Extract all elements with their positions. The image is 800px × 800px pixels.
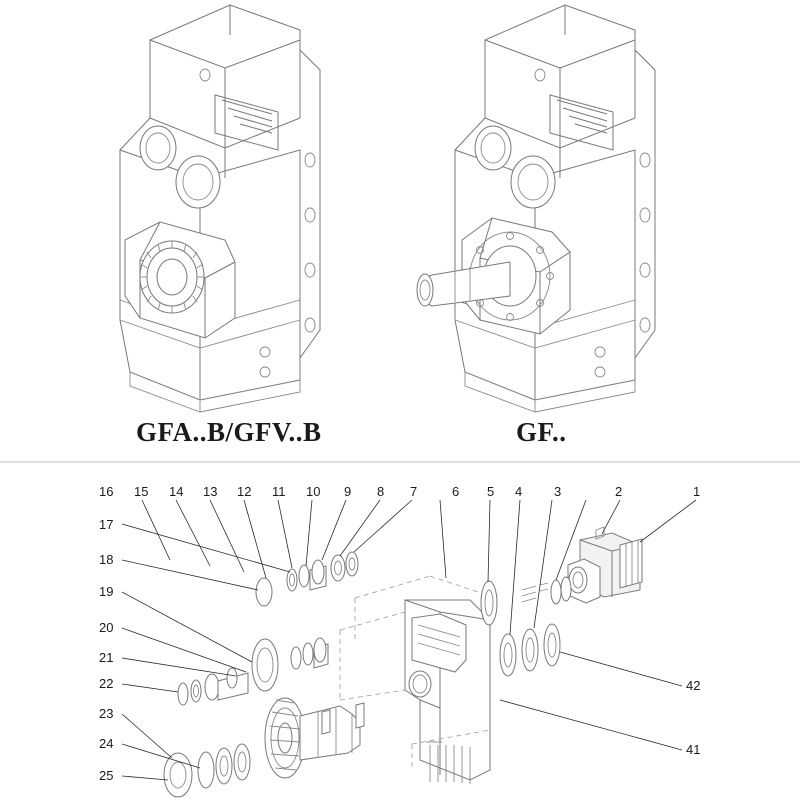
callout-1: 1 <box>693 484 701 499</box>
exploded-assembly-drawing <box>122 500 696 797</box>
callout-21: 21 <box>99 650 114 665</box>
callout-3: 3 <box>554 484 562 499</box>
gear-unit-view-right <box>417 5 655 412</box>
callout-18: 18 <box>99 552 114 567</box>
caption-right-view: GF.. <box>516 417 567 447</box>
callout-13: 13 <box>203 484 218 499</box>
callout-11: 11 <box>272 484 286 499</box>
callout-24: 24 <box>99 736 114 751</box>
callout-20: 20 <box>99 620 114 635</box>
callout-6: 6 <box>452 484 460 499</box>
callout-2: 2 <box>615 484 623 499</box>
callout-7: 7 <box>410 484 418 499</box>
callout-19: 19 <box>99 584 114 599</box>
caption-left-view: GFA..B/GFV..B <box>136 417 322 447</box>
callout-42: 42 <box>686 678 701 693</box>
gear-unit-view-left <box>120 5 320 412</box>
callout-10: 10 <box>306 484 321 499</box>
callout-25: 25 <box>99 768 114 783</box>
callout-4: 4 <box>515 484 523 499</box>
callout-16: 16 <box>99 484 114 499</box>
callout-17: 17 <box>99 517 114 532</box>
callout-5: 5 <box>487 484 495 499</box>
callout-41: 41 <box>686 742 701 757</box>
callout-12: 12 <box>237 484 252 499</box>
callout-8: 8 <box>377 484 385 499</box>
callout-22: 22 <box>99 676 114 691</box>
callout-15: 15 <box>134 484 149 499</box>
callout-9: 9 <box>344 484 352 499</box>
callout-14: 14 <box>169 484 184 499</box>
callout-23: 23 <box>99 706 114 721</box>
